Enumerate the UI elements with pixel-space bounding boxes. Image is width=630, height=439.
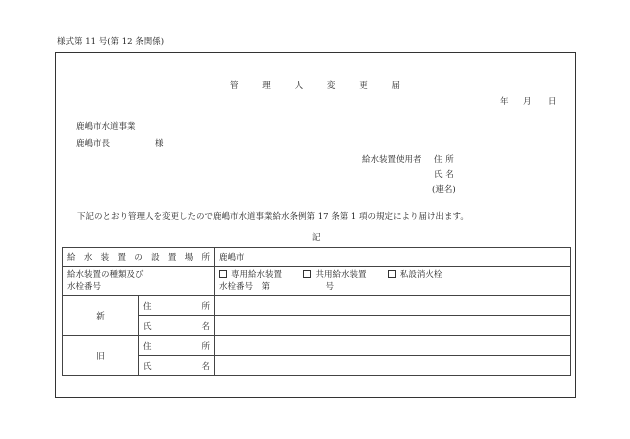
table-row [63, 248, 571, 267]
type-options [219, 269, 566, 281]
new-address-label-cell [139, 296, 215, 316]
applicant-name-label: 氏 名 [434, 170, 454, 180]
applicant-address-label: 住 所 [434, 155, 454, 165]
title-char: 理 [262, 81, 271, 91]
label-char: 住 [143, 341, 152, 352]
label-char: 設 [151, 253, 160, 263]
type-label-line1: 給水装置の種類及び [67, 270, 144, 280]
type-label-cell [63, 267, 215, 296]
date-month: 月 [523, 97, 532, 107]
option-label: 専用給水装置 [231, 270, 283, 280]
applicant-joint-label: (連名) [432, 185, 456, 195]
old-name-label-cell [139, 356, 215, 376]
option-label: 私設消火栓 [399, 270, 443, 280]
addressee-org: 鹿嶋市水道事業 [76, 122, 136, 132]
location-label [67, 251, 210, 263]
new-name-value[interactable] [215, 316, 571, 336]
new-name-label-cell [139, 316, 215, 336]
title-char: 人 [294, 81, 304, 91]
table-row [63, 356, 571, 376]
form-number: 様式第 11 号(第 12 条関係) [57, 37, 165, 47]
checkbox-icon[interactable] [303, 270, 311, 278]
label-char: 水 [83, 253, 93, 263]
label-char: 名 [201, 361, 211, 372]
table-row [63, 267, 571, 296]
option-label: 共用給水装置 [315, 270, 367, 280]
ki-label: 記 [312, 233, 321, 243]
title-char: 管 [230, 81, 239, 91]
label-char: 所 [201, 301, 211, 312]
old-name-label [143, 360, 210, 372]
label-char: 給 [67, 253, 76, 263]
old-name-value[interactable] [215, 356, 571, 376]
table-row [63, 336, 571, 356]
table-row [63, 316, 571, 336]
label-char: 所 [201, 341, 211, 352]
checkbox-icon[interactable] [388, 270, 396, 278]
old-label: 旧 [63, 336, 139, 376]
faucet-number-line [219, 281, 566, 293]
label-char: 名 [201, 321, 211, 332]
old-address-label [143, 340, 210, 352]
label-char: 所 [201, 253, 211, 263]
checkbox-icon[interactable] [219, 270, 227, 278]
label-char: 置 [167, 253, 177, 263]
form-title [230, 79, 400, 91]
label-char: 住 [143, 301, 152, 312]
faucet-number-suffix: 号 [325, 282, 334, 292]
label-char: 氏 [143, 361, 152, 372]
type-label-line2: 水栓番号 [67, 282, 102, 292]
old-address-label-cell [139, 336, 215, 356]
label-char: の [134, 253, 143, 263]
date-day: 日 [548, 97, 557, 107]
label-char: 装 [100, 253, 110, 263]
title-char: 変 [326, 81, 336, 91]
details-table [62, 247, 571, 376]
new-address-value[interactable] [215, 296, 571, 316]
statement-text: 下記のとおり管理人を変更したので鹿嶋市水道事業給水条例第 17 条第 1 項の規定により届け出ます。 [77, 212, 469, 222]
faucet-number-label: 水栓番号 第 [219, 282, 271, 292]
addressee-mayor: 鹿嶋市長 [76, 139, 111, 149]
old-address-value[interactable] [215, 336, 571, 356]
applicant-role: 給水装置使用者 [362, 155, 422, 165]
new-address-label [143, 300, 210, 312]
addressee-honorific: 様 [155, 139, 164, 149]
type-value-cell [215, 267, 571, 296]
table-row [63, 296, 571, 316]
title-char: 更 [359, 81, 368, 91]
label-char: 氏 [143, 321, 152, 332]
location-label-cell [63, 248, 215, 267]
date-year: 年 [500, 97, 509, 107]
title-char: 届 [391, 81, 400, 91]
label-char: 置 [117, 253, 126, 263]
new-label: 新 [63, 296, 139, 336]
new-name-label [143, 320, 210, 332]
label-char: 場 [184, 253, 194, 263]
location-value[interactable]: 鹿嶋市 [215, 248, 571, 267]
